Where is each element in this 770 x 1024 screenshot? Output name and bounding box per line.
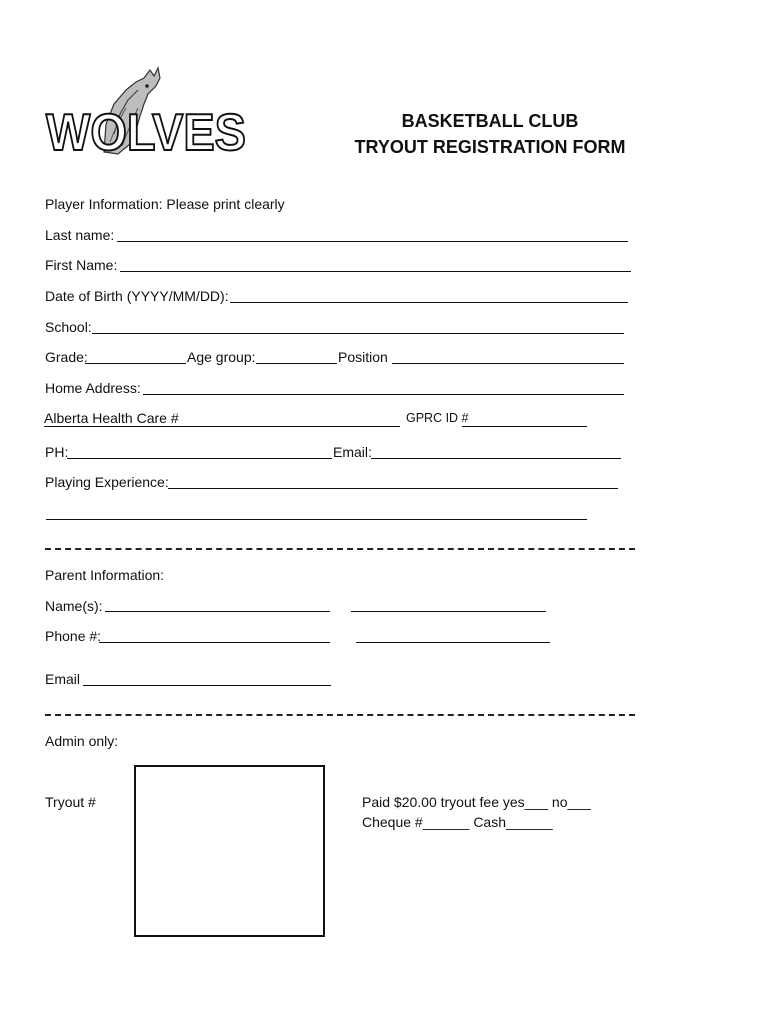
first-name-field[interactable] bbox=[120, 271, 631, 272]
age-group-field[interactable] bbox=[256, 363, 337, 364]
dob-field[interactable] bbox=[230, 302, 628, 303]
grade-field[interactable] bbox=[85, 363, 186, 364]
health-care-field[interactable] bbox=[44, 426, 400, 427]
parent-names-label: Name(s): bbox=[45, 598, 103, 614]
playing-experience-field-2[interactable] bbox=[46, 519, 587, 520]
title-line-1: BASKETBALL CLUB bbox=[401, 111, 579, 131]
email-field[interactable] bbox=[371, 458, 621, 459]
parent-name-field-2[interactable] bbox=[351, 611, 546, 612]
wolves-logo bbox=[44, 64, 254, 160]
section-divider-2 bbox=[45, 714, 635, 716]
home-address-field[interactable] bbox=[143, 394, 624, 395]
position-field[interactable] bbox=[392, 363, 624, 364]
position-label: Position bbox=[338, 349, 388, 365]
health-care-label: Alberta Health Care # bbox=[44, 410, 179, 426]
playing-experience-label: Playing Experience: bbox=[45, 474, 169, 490]
phone-label: PH: bbox=[45, 444, 69, 460]
dob-label: Date of Birth (YYYY/MM/DD): bbox=[45, 288, 229, 304]
grade-label: Grade: bbox=[45, 349, 88, 365]
parent-email-label: Email bbox=[45, 671, 81, 687]
parent-name-field-1[interactable] bbox=[105, 611, 330, 612]
age-group-label: Age group: bbox=[187, 349, 256, 365]
tryout-number-box[interactable] bbox=[134, 765, 325, 937]
playing-experience-field[interactable] bbox=[168, 488, 618, 489]
parent-info-heading: Parent Information: bbox=[45, 567, 165, 583]
player-info-heading: Player Information: Please print clearly bbox=[45, 196, 285, 212]
form-title bbox=[340, 108, 640, 160]
title-line-2: TRYOUT REGISTRATION FORM bbox=[354, 137, 626, 157]
cheque-cash-text: Cheque #______ Cash______ bbox=[362, 814, 553, 830]
section-divider-1 bbox=[45, 548, 635, 550]
last-name-field[interactable] bbox=[117, 241, 628, 242]
parent-phone-label: Phone #: bbox=[45, 628, 102, 644]
school-field[interactable] bbox=[92, 333, 624, 334]
parent-phone-field-1[interactable] bbox=[99, 642, 330, 643]
wolf-head-icon bbox=[44, 64, 254, 160]
admin-heading: Admin only: bbox=[45, 733, 119, 749]
last-name-label: Last name: bbox=[45, 227, 115, 243]
tryout-number-label: Tryout # bbox=[45, 794, 96, 810]
parent-phone-field-2[interactable] bbox=[356, 642, 550, 643]
gprc-id-label: GPRC ID # bbox=[406, 411, 469, 425]
school-label: School: bbox=[45, 319, 92, 335]
gprc-id-field[interactable] bbox=[462, 426, 587, 427]
email-label: Email: bbox=[333, 444, 372, 460]
phone-field[interactable] bbox=[67, 458, 332, 459]
paid-fee-text: Paid $20.00 tryout fee yes___ no___ bbox=[362, 794, 591, 810]
first-name-label: First Name: bbox=[45, 257, 118, 273]
parent-email-field[interactable] bbox=[83, 685, 331, 686]
logo-text: WOLVES bbox=[46, 104, 246, 160]
home-address-label: Home Address: bbox=[45, 380, 141, 396]
